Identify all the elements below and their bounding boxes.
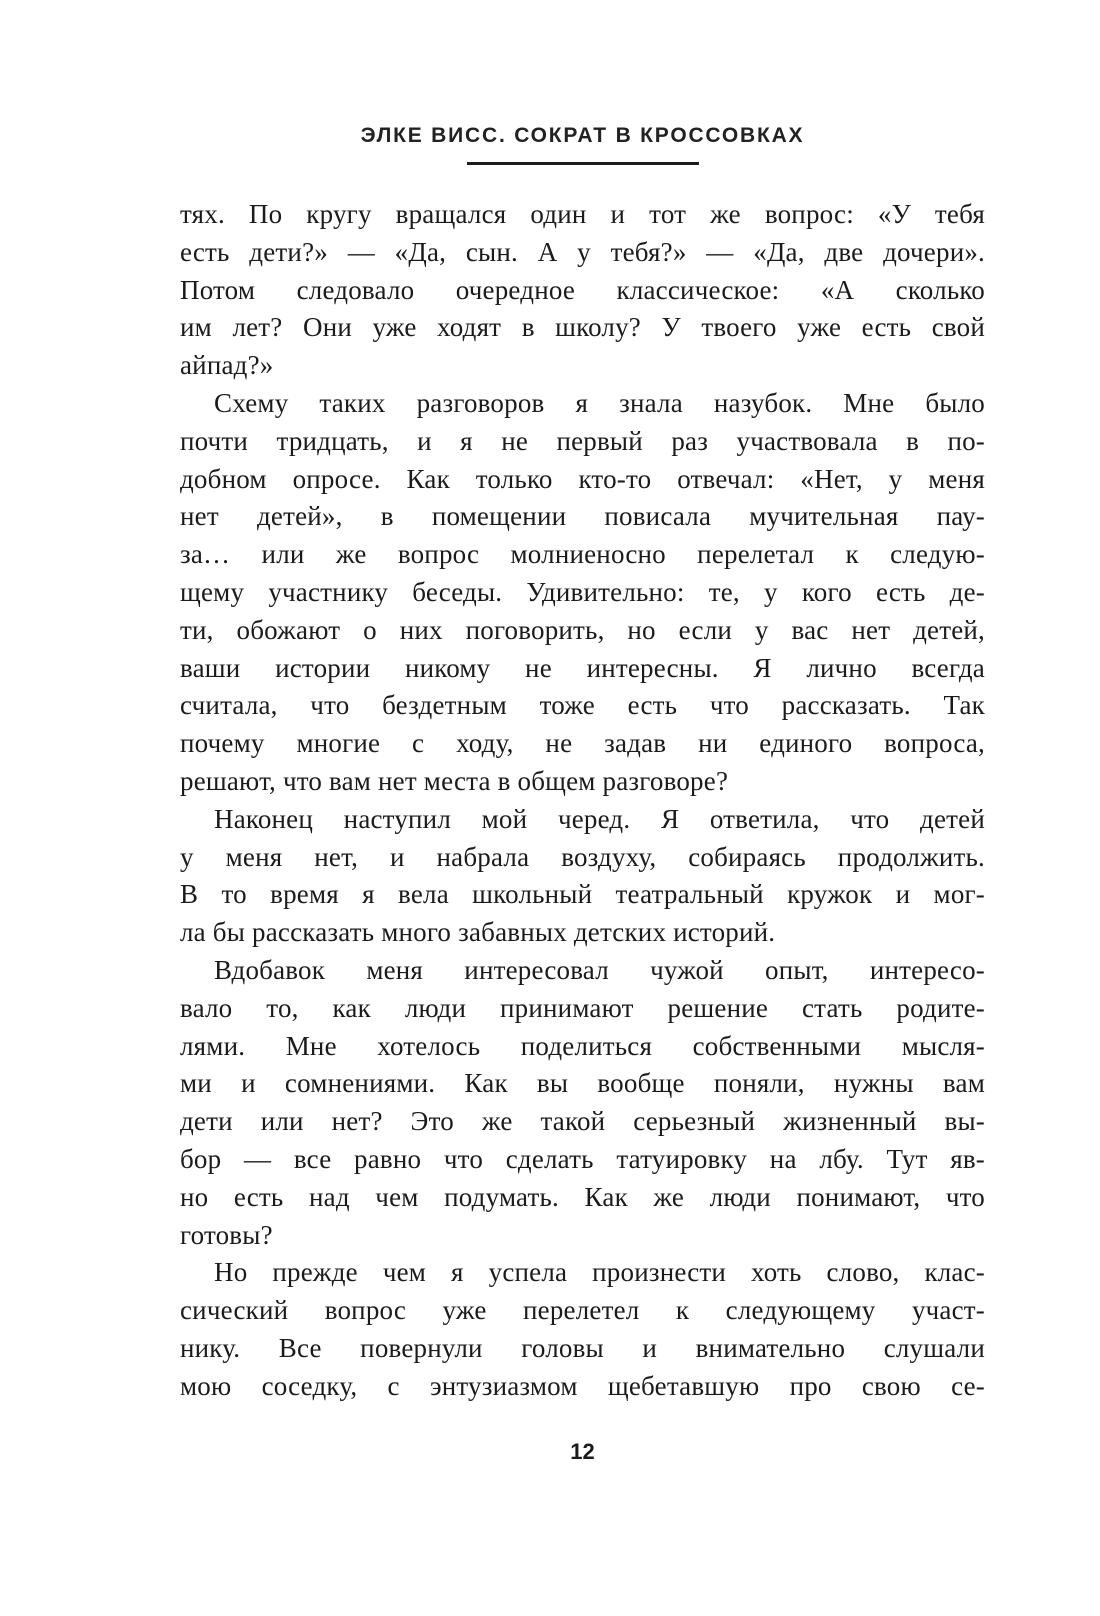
text-line: ти, обожают о них поговорить, но если у вас нет детей, xyxy=(180,614,985,645)
paragraph xyxy=(180,196,985,385)
text-line: ми и сомнениями. Как вы вообще поняли, нужны вам xyxy=(180,1068,985,1099)
text-line: Схему таких разговоров я знала назубок. Мне было xyxy=(214,387,985,418)
text-line: Потом следовало очередное классическое: «А сколько xyxy=(180,274,985,305)
text-line: добном опросе. Как только кто-то отвечал: «Нет, у меня xyxy=(180,463,985,494)
text-line: но есть над чем подумать. Как же люди понимают, что xyxy=(180,1181,985,1212)
text-line: бор — все равно что сделать татуировку на лбу. Тут яв- xyxy=(180,1143,985,1174)
paragraph xyxy=(180,952,985,1254)
text-line: Вдобавок меня интересовал чужой опыт, интересо- xyxy=(214,954,985,985)
text-line: у меня нет, и набрала воздуху, собираясь продолжить. xyxy=(180,841,985,872)
paragraph xyxy=(180,1254,985,1405)
text-line: нет детей», в помещении повисала мучительная пау- xyxy=(180,501,985,532)
page-number: 12 xyxy=(570,1439,595,1464)
page-body xyxy=(180,196,985,1406)
text-line: тях. По кругу вращался один и тот же вопрос: «У тебя xyxy=(180,199,985,229)
text-line: нику. Все повернули головы и внимательно слушали xyxy=(180,1332,985,1363)
running-header-title: ЭЛКЕ ВИСС. СОКРАТ В КРОССОВКАХ xyxy=(360,124,805,147)
text-line: готовы? xyxy=(180,1219,273,1250)
text-line: ваши истории никому не интересны. Я лично всегда xyxy=(180,652,985,683)
text-line: айпад?» xyxy=(180,350,274,381)
text-line: сический вопрос уже перелетел к следующему участ- xyxy=(180,1295,985,1326)
text-line: В то время я вела школьный театральный кружок и мог- xyxy=(180,879,985,910)
paragraph xyxy=(180,801,985,952)
text-line: мою соседку, с энтузиазмом щебетавшую про свою се- xyxy=(180,1370,985,1401)
text-line: считала, что бездетным тоже есть что рассказать. Так xyxy=(180,690,985,721)
text-line: им лет? Они уже ходят в школу? У твоего уже есть свой xyxy=(180,312,985,343)
text-line: лями. Мне хотелось поделиться собственными мысля- xyxy=(180,1030,985,1061)
text-line: дети или нет? Это же такой серьезный жизненный вы- xyxy=(180,1106,985,1137)
text-line: есть дети?» — «Да, сын. А у тебя?» — «Да, две дочери». xyxy=(180,236,985,267)
text-line: решают, что вам нет места в общем разговоре? xyxy=(180,765,729,796)
text-line: Но прежде чем я успела произнести хоть слово, клас- xyxy=(214,1257,985,1288)
text-line: почему многие с ходу, не задав ни единого вопроса, xyxy=(180,728,985,759)
text-line: Наконец наступил мой черед. Я ответила, что детей xyxy=(214,803,985,834)
text-line: почти тридцать, и я не первый раз участвовала в по- xyxy=(180,425,985,456)
paragraph xyxy=(180,385,985,801)
text-line: ла бы рассказать много забавных детских историй. xyxy=(180,917,776,948)
text-line: щему участнику беседы. Удивительно: те, у кого есть де- xyxy=(180,576,985,607)
header-rule xyxy=(467,162,699,165)
text-line: за… или же вопрос молниеносно перелетал к следую- xyxy=(180,539,985,570)
running-header xyxy=(180,124,985,165)
text-line: вало то, как люди принимают решение стать родите- xyxy=(180,992,985,1023)
